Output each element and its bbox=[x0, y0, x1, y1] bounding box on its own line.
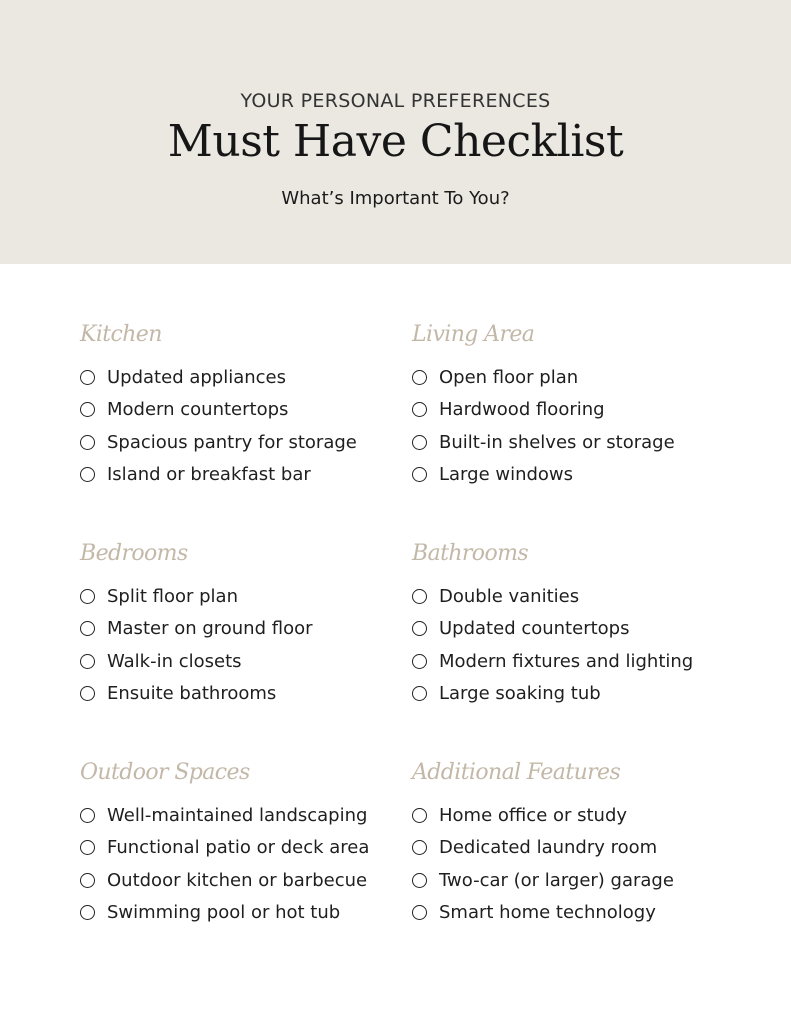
section-bathrooms bbox=[412, 540, 742, 710]
eyebrow-text: YOUR PERSONAL PREFERENCES bbox=[240, 90, 551, 112]
item-label: Spacious pantry for storage bbox=[107, 431, 357, 453]
checklist-item[interactable] bbox=[412, 580, 742, 613]
checklist-item[interactable] bbox=[412, 459, 742, 492]
checklist-item[interactable] bbox=[80, 426, 410, 459]
checklist-item[interactable] bbox=[412, 832, 742, 865]
item-label: Split floor plan bbox=[107, 585, 238, 607]
section-bedrooms bbox=[80, 540, 410, 710]
checkbox-circle-icon[interactable] bbox=[412, 808, 427, 823]
section-title: Bedrooms bbox=[80, 541, 188, 566]
item-label: Well-maintained landscaping bbox=[107, 804, 368, 826]
section-living-area bbox=[412, 321, 742, 491]
checklist-item[interactable] bbox=[80, 832, 410, 865]
item-label: Large soaking tub bbox=[439, 683, 601, 705]
checklist-item[interactable] bbox=[80, 645, 410, 678]
item-label: Updated countertops bbox=[439, 618, 630, 640]
checkbox-circle-icon[interactable] bbox=[80, 370, 95, 385]
header-banner bbox=[0, 0, 791, 264]
section-title: Bathrooms bbox=[412, 541, 529, 566]
checkbox-circle-icon[interactable] bbox=[412, 686, 427, 701]
checklist-item[interactable] bbox=[80, 394, 410, 427]
checkbox-circle-icon[interactable] bbox=[80, 402, 95, 417]
checklist-item[interactable] bbox=[80, 864, 410, 897]
section-title: Additional Features bbox=[412, 760, 621, 785]
checkbox-circle-icon[interactable] bbox=[80, 840, 95, 855]
item-label: Walk-in closets bbox=[107, 650, 242, 672]
checkbox-circle-icon[interactable] bbox=[412, 654, 427, 669]
checkbox-circle-icon[interactable] bbox=[412, 435, 427, 450]
checklist-item[interactable] bbox=[80, 459, 410, 492]
item-label: Hardwood flooring bbox=[439, 399, 605, 421]
item-label: Modern countertops bbox=[107, 399, 289, 421]
checklist-item[interactable] bbox=[80, 678, 410, 711]
item-label: Swimming pool or hot tub bbox=[107, 902, 341, 924]
checklist-item[interactable] bbox=[80, 580, 410, 613]
item-label: Large windows bbox=[439, 464, 574, 486]
checklist-item[interactable] bbox=[412, 361, 742, 394]
item-label: Built-in shelves or storage bbox=[439, 431, 675, 453]
section-additional-features bbox=[412, 759, 742, 929]
checklist-item[interactable] bbox=[412, 645, 742, 678]
section-title: Outdoor Spaces bbox=[80, 760, 250, 785]
checklist-item[interactable] bbox=[412, 678, 742, 711]
section-outdoor-spaces bbox=[80, 759, 410, 929]
item-label: Dedicated laundry room bbox=[439, 837, 658, 859]
checklist-item[interactable] bbox=[80, 897, 410, 930]
item-label: Island or breakfast bar bbox=[107, 464, 311, 486]
item-label: Smart home technology bbox=[439, 902, 656, 924]
checklist-item[interactable] bbox=[80, 613, 410, 646]
checklist-item[interactable] bbox=[412, 394, 742, 427]
page-title: Must Have Checklist bbox=[167, 116, 624, 167]
page-subtitle: What’s Important To You? bbox=[281, 188, 510, 209]
checkbox-circle-icon[interactable] bbox=[80, 873, 95, 888]
item-label: Open floor plan bbox=[439, 366, 579, 388]
section-title: Living Area bbox=[412, 322, 535, 347]
item-label: Double vanities bbox=[439, 585, 580, 607]
checkbox-circle-icon[interactable] bbox=[80, 621, 95, 636]
checklist-item[interactable] bbox=[412, 799, 742, 832]
item-label: Master on ground floor bbox=[107, 618, 313, 640]
checkbox-circle-icon[interactable] bbox=[80, 654, 95, 669]
checklist-item[interactable] bbox=[80, 361, 410, 394]
item-label: Two-car (or larger) garage bbox=[439, 869, 674, 891]
item-label: Ensuite bathrooms bbox=[107, 683, 277, 705]
item-label: Home office or study bbox=[439, 804, 628, 826]
checkbox-circle-icon[interactable] bbox=[412, 589, 427, 604]
checkbox-circle-icon[interactable] bbox=[80, 808, 95, 823]
checkbox-circle-icon[interactable] bbox=[80, 589, 95, 604]
checklist-item[interactable] bbox=[412, 426, 742, 459]
checklist-item[interactable] bbox=[80, 799, 410, 832]
item-label: Modern fixtures and lighting bbox=[439, 650, 694, 672]
section-title: Kitchen bbox=[80, 322, 162, 347]
item-label: Functional patio or deck area bbox=[107, 837, 370, 859]
checklist-item[interactable] bbox=[412, 864, 742, 897]
checkbox-circle-icon[interactable] bbox=[412, 467, 427, 482]
checkbox-circle-icon[interactable] bbox=[412, 370, 427, 385]
checkbox-circle-icon[interactable] bbox=[80, 467, 95, 482]
checkbox-circle-icon[interactable] bbox=[412, 621, 427, 636]
checkbox-circle-icon[interactable] bbox=[412, 873, 427, 888]
item-label: Updated appliances bbox=[107, 366, 287, 388]
checkbox-circle-icon[interactable] bbox=[412, 905, 427, 920]
checkbox-circle-icon[interactable] bbox=[80, 686, 95, 701]
checkbox-circle-icon[interactable] bbox=[80, 435, 95, 450]
item-label: Outdoor kitchen or barbecue bbox=[107, 869, 368, 891]
section-kitchen bbox=[80, 321, 410, 491]
checkbox-circle-icon[interactable] bbox=[412, 840, 427, 855]
checkbox-circle-icon[interactable] bbox=[412, 402, 427, 417]
checklist-item[interactable] bbox=[412, 897, 742, 930]
checklist-item[interactable] bbox=[412, 613, 742, 646]
checkbox-circle-icon[interactable] bbox=[80, 905, 95, 920]
